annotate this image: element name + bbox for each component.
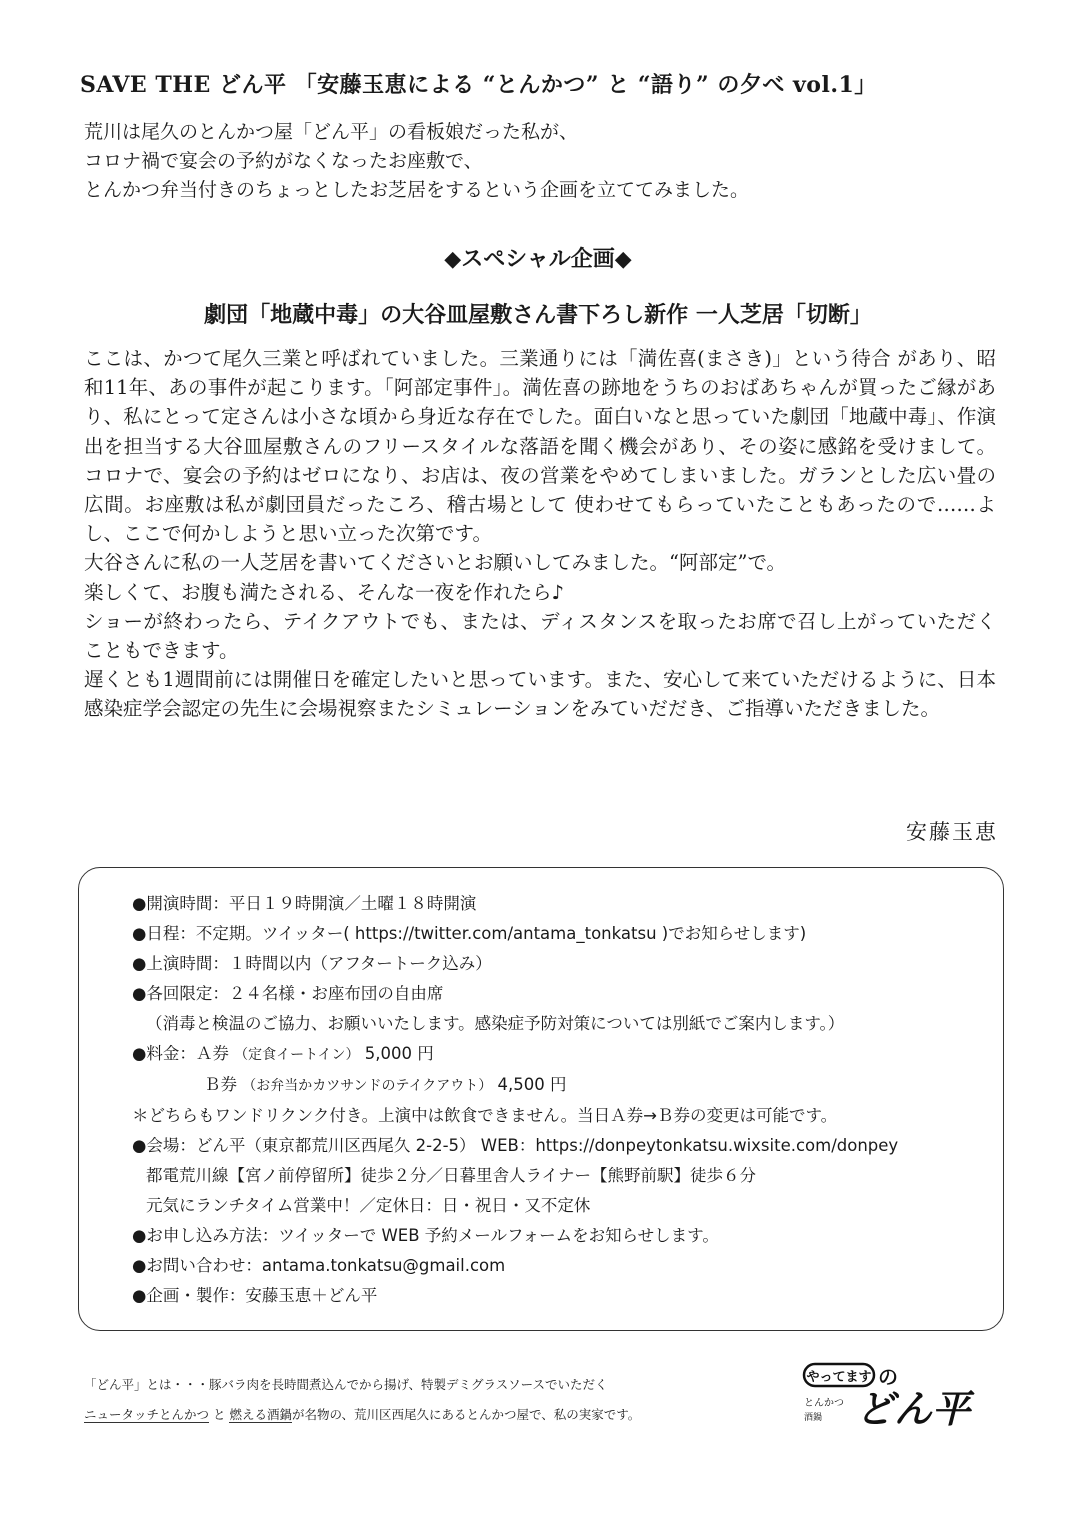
info-schedule: ●日程：不定期。ツイッター( https://twitter.com/antama_tonkatsu )でお知らせします) [132, 924, 807, 943]
footer-line1: 「どん平」とは・・・豚バラ肉を長時間煮込んでから揚げ、特製デミグラスソースでいただく [84, 1377, 608, 1392]
info-notice: （消毒と検温のご協力、お願いいたします。感染症予防対策については別紙でご案内します。） [146, 1014, 845, 1033]
info-price-b [132, 1070, 992, 1101]
info-drink: ＊どちらもワンドリクンク付き。上演中は飲食できません。当日Ａ券→Ｂ券の変更は可能です。 [132, 1106, 838, 1125]
footer-item-tonkatsu: ニュータッチとんかつ [84, 1407, 210, 1422]
info-time: ●開演時間：平日１９時開演／土曜１８時開演 [132, 894, 477, 913]
footer-line2 [84, 1400, 764, 1430]
body-text [84, 344, 996, 724]
intro-line: とんかつ弁当付きのちょっとしたお芝居をするという企画を立ててみました。 [84, 179, 750, 201]
price-b-label: Ｂ券 [204, 1075, 237, 1094]
info-contact: ●お問い合わせ：antama.tonkatsu@gmail.com [132, 1256, 506, 1275]
intro-section [84, 118, 984, 205]
logo-name: どん平 [856, 1386, 971, 1431]
footer-and: と [209, 1407, 230, 1422]
logo-sub1: とんかつ [804, 1398, 844, 1409]
price-b-value: 4,500 円 [497, 1075, 567, 1094]
price-a-note: （定食イートイン） [234, 1047, 360, 1063]
info-venue: ●会場：どん平（東京都荒川区西尾久 2-2-5） WEB：https://donpeytonkatsu.wixsite.com/donpey [132, 1136, 899, 1155]
page-title: SAVE THE どん平 「安藤玉恵による “とんかつ” と “語り” の夕べ vol.1」 [80, 72, 877, 98]
info-access: 都電荒川線【宮ノ前停留所】徒歩２分／日暮里舎人ライナー【熊野前駅】徒歩６分 [146, 1166, 757, 1185]
body-paragraph: 大谷さんに私の一人芝居を書いてくださいとお願いしてみました。“阿部定”で。 [84, 551, 787, 575]
special-heading: ◆スペシャル企画◆ [444, 246, 632, 272]
body-paragraph: 楽しくて、お腹も満たされる、そんな一夜を作れたら♪ [84, 580, 565, 604]
body-paragraph: ここは、かつて尾久三業と呼ばれていました。三業通りには「満佐喜(まさき)」という待合 があり、昭和11年、あの事件が起こります。「阿部定事件」。満佐喜の跡地をうちのおばあちゃんが買ったご縁があり、私にとって定さんは小さな頃から身近な存在でした。面白いなと思っていた劇団「地蔵中毒」、作演出を担当する大谷皿屋敷さんのフリースタイルな落語を聞く機会があり、その姿に感銘を受けまして。コロナで、宴会の予約はゼロになり、お店は、夜の営業をやめてしまいました。ガランとした広い畳の広間。お座敷は私が劇団員だったころ、稽古場として 使わせてもらっていたこともあったので……よし、ここで何かしようと思い立った次第です。 [84, 347, 996, 546]
info-apply: ●お申し込み方法：ツイッターで WEB 予約メールフォームをお知らせします。 [132, 1226, 719, 1245]
donpei-logo [800, 1358, 1000, 1438]
author-signature: 安藤玉恵 [906, 820, 998, 844]
footer-note [84, 1370, 764, 1430]
logo-no: の [878, 1365, 898, 1389]
logo-sub2: 酒鍋 [804, 1413, 823, 1423]
intro-line: コロナ禍で宴会の予約がなくなったお座敷で、 [84, 150, 483, 172]
logo-badge-text: やってます [806, 1370, 872, 1385]
intro-line: 荒川は尾久のとんかつ屋「どん平」の看板娘だった私が、 [84, 121, 579, 143]
info-capacity: ●各回限定：２４名様・お座布団の自由席 [132, 984, 444, 1003]
body-paragraph: 遅くとも1週間前には開催日を確定したいと思っています。また、安心して来ていただけるように、日本感染症学会認定の先生に会場視察またシミュレーションをみていだだき、ご指導いただきました。 [84, 668, 996, 721]
footer-line2-rest: が名物の、荒川区西尾久にあるとんかつ屋で、私の実家です。 [291, 1407, 641, 1422]
footer-item-sakenabe: 燃える酒鍋 [229, 1407, 292, 1422]
event-info [132, 889, 992, 1311]
info-duration: ●上演時間：１時間以内（アフタートーク込み） [132, 954, 492, 973]
price-a-value: 5,000 円 [364, 1044, 434, 1063]
price-b-note: （お弁当かカツサンドのテイクアウト） [242, 1078, 493, 1094]
play-subtitle: 劇団「地蔵中毒」の大谷皿屋敷さん書下ろし新作 一人芝居「切断」 [204, 302, 872, 328]
info-producer: ●企画・製作：安藤玉恵＋どん平 [132, 1286, 378, 1305]
info-price-a [132, 1039, 992, 1070]
info-hours: 元気にランチタイム営業中！／定休日：日・祝日・又不定休 [146, 1196, 591, 1215]
price-label: ●料金：Ａ券 [132, 1044, 229, 1063]
body-paragraph: ショーが終わったら、テイクアウトでも、または、ディスタンスを取ったお席で召し上がっていただくこともできます。 [84, 609, 996, 663]
